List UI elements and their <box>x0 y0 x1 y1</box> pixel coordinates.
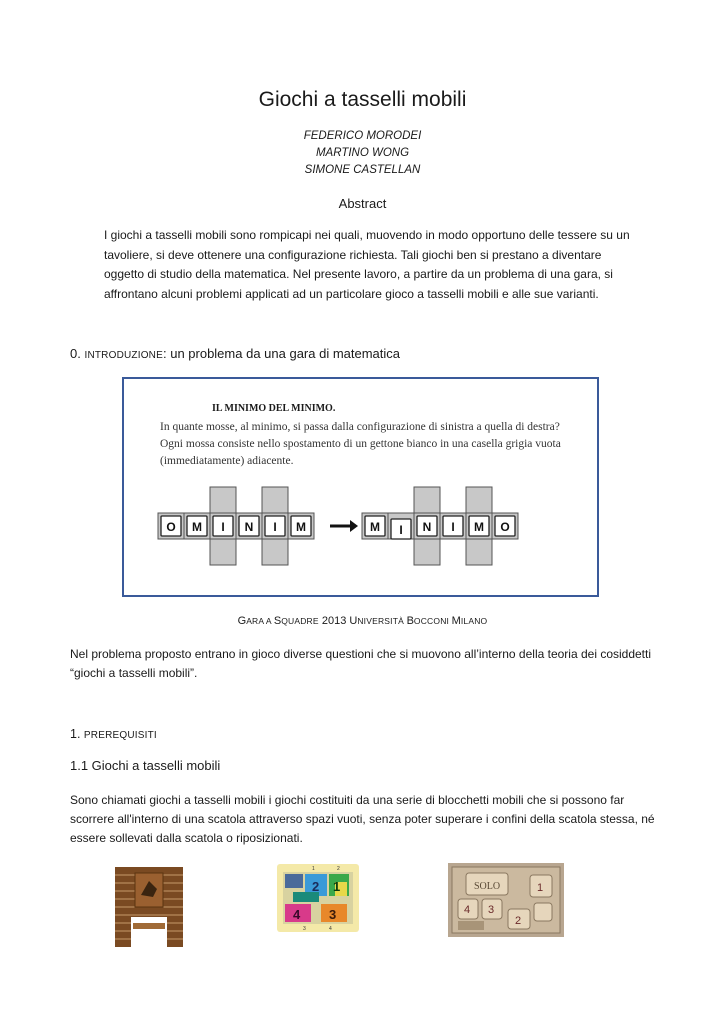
token-letter: N <box>244 520 254 534</box>
author-name: FEDERICO MORODEI <box>303 130 422 142</box>
caption-smallcaps: OCCONI <box>413 616 452 626</box>
caption-smallcaps: NIVERSITÀ <box>357 616 407 626</box>
body-paragraph: Nel problema proposto entrano in gioco diverse questioni che si muovono all’interno della teoria dei cosiddetti “giochi a tasselli mobili”. <box>70 647 652 680</box>
gray-cell <box>414 487 440 513</box>
numbered-puzzle-photo <box>277 864 359 932</box>
tile-number: 1 <box>537 882 544 894</box>
section-0-heading <box>70 346 400 361</box>
caption-initial: B <box>406 615 414 627</box>
gray-cell <box>414 539 440 565</box>
figure-caption <box>0 615 725 627</box>
author-name: MARTINO WONG <box>315 147 410 159</box>
token-letter: O <box>166 520 176 534</box>
token-letter: M <box>474 520 484 534</box>
token-letter: I <box>273 520 277 534</box>
token-letter: M <box>296 520 306 534</box>
gray-cell <box>210 487 236 513</box>
figure-title: IL MINIMO DEL MINIMO. <box>212 403 336 414</box>
token-letter: I <box>451 520 455 534</box>
figure-problem-text: In quante mosse, al minimo, si passa dalla configurazione di sinistra a quella di destra? Ogni mossa consiste nello spostamento di un gettone bianco in una casella grigia vuota (immediatamente) adiacente. <box>160 421 561 467</box>
author-name: SIMONE CASTELLAN <box>304 164 421 176</box>
tile-number: 4 <box>293 907 301 922</box>
gray-cell <box>262 487 288 513</box>
section-rest: : un problema da una gara di matematica <box>162 346 401 361</box>
token-letter: N <box>422 520 432 534</box>
puzzle-diagram <box>124 379 596 594</box>
caption-smallcaps: ILANO <box>460 616 488 626</box>
paper-title: Giochi a tasselli mobili <box>258 88 467 111</box>
token-letter: M <box>370 520 380 534</box>
edge-number: 1 <box>312 866 315 872</box>
token-letter: M <box>192 520 202 534</box>
body-paragraph: Sono chiamati giochi a tasselli mobili i giochi costituiti da una serie di blocchetti mobili che si possono far scorrere all'interno di una scatola attraverso spazi vuoti, senza poter superare i confini della scatola stessa, né essere sollevati dalla scatola o riposizionati. <box>70 793 655 845</box>
section-1-heading <box>70 727 157 741</box>
caption-smallcaps: QUADRE <box>281 616 319 626</box>
edge-number: 2 <box>337 866 340 872</box>
gray-cell <box>210 539 236 565</box>
subsection-1-1-heading: 1.1 Giochi a tasselli mobili <box>70 758 221 773</box>
section-caps: PREREQUISITI <box>83 730 157 741</box>
gray-cell <box>262 539 288 565</box>
section-number: 1. <box>70 727 84 741</box>
puzzle-label: SOLO <box>474 881 501 892</box>
section-caps: INTRODUZIONE <box>84 350 163 361</box>
arrow-head <box>350 520 358 532</box>
edge-number: 4 <box>329 926 332 932</box>
tile-number: 2 <box>515 915 522 927</box>
token-letter: O <box>500 520 510 534</box>
caption-year: 2013 <box>318 615 350 627</box>
gray-cell <box>466 487 492 513</box>
gray-cell <box>466 539 492 565</box>
problem-figure <box>122 377 599 597</box>
caption-initial: M <box>451 615 461 627</box>
wooden-puzzle-photo <box>115 867 183 947</box>
caption-initial: G <box>237 615 247 627</box>
abstract-heading: Abstract <box>338 196 387 211</box>
section-number: 0. <box>70 346 85 361</box>
caption-initial: S <box>273 615 282 627</box>
caption-smallcaps: ARA A <box>246 616 274 626</box>
token-letter: I <box>221 520 225 534</box>
token-letter: I <box>399 523 403 537</box>
abstract-text: I giochi a tasselli mobili sono rompicapi nei quali, muovendo in modo opportuno delle tessere su un tavoliere, si deve ottenere una configurazione richiesta. Tali giochi ben si prestano a diventare oggetto di studio della matematica. Nel presente lavoro, a partire da un problema di una gara, si affrontano alcuni problemi applicati ad un particolare gioco a tasselli mobili e alle sue varianti. <box>104 228 630 301</box>
tile-number: 1 <box>333 879 341 894</box>
tile-number: 4 <box>464 904 471 916</box>
caption-initial: U <box>349 615 358 627</box>
edge-number: 3 <box>303 926 306 932</box>
tile-number: 2 <box>312 879 320 894</box>
tile-number: 3 <box>488 904 495 916</box>
solo-puzzle-photo <box>448 863 564 937</box>
author-list <box>0 128 725 179</box>
tile-number: 3 <box>329 907 337 922</box>
